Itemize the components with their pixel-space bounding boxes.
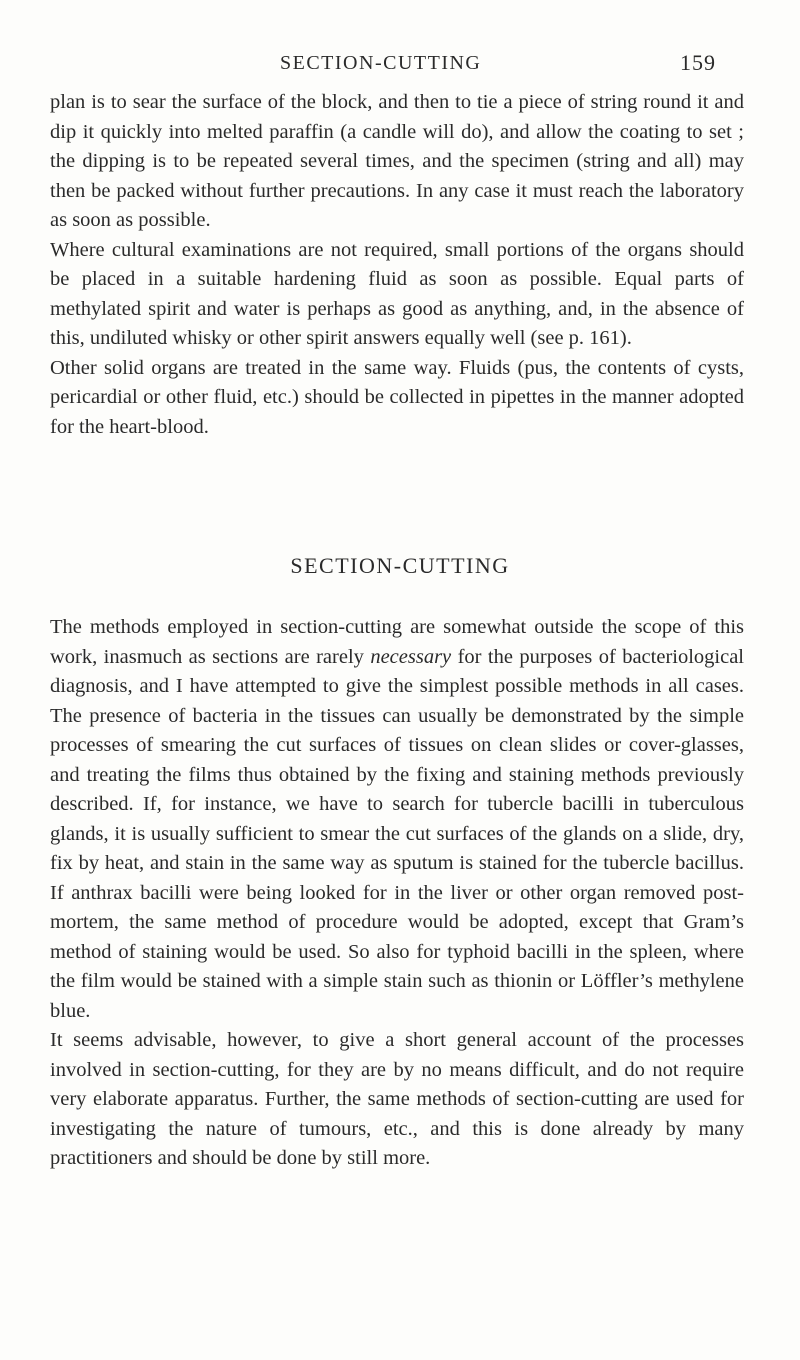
paragraph: Other solid organs are treated in the same way. Fluids (pus, the contents of cysts, pericardial or other fluid, etc.) should be collected in pipettes in the manner adopted for the heart-blood. — [50, 356, 744, 438]
emphasis-text: necessary — [370, 645, 452, 668]
paragraph: plan is to sear the surface of the block, and then to tie a piece of string round it and dip it quickly into melted paraffin (a candle will do), and allow the coating to set ; the dipping is to be repeated several times, and the specimen (string and all) may then be packed without further precautions. In any case it must reach the laboratory as soon as possible. — [50, 91, 744, 231]
paragraph — [50, 613, 744, 1026]
paragraph-text: The methods employed in section-cutting are somewhat outside the scope of this work, inasmuch as sections are rarely — [50, 616, 744, 668]
paragraph-text: for the purposes of bacteriological diagnosis, and I have attempted to give the simplest possible methods in all cases. The presence of bacteria in the tissues can usually be demonstrated by the simple processes of smearing the cut surfaces of tissues on clean slides or cover-glasses, and treating the films thus obtained by the fixing and staining methods previously described. If, for instance, we have to search for tubercle bacilli in tuberculous glands, it is usually sufficient to smear the cut surfaces of the glands on a slide, dry, fix by heat, and stain in the same way as sputum is stained for the tubercle bacillus. If anthrax bacilli were being looked for in the liver or other organ removed post-mortem, the same method of procedure would be adopted, except that Gram’s method of staining would be used. So also for typhoid bacilli in the spleen, where the film would be stained with a simple stain such as thionin or Löffler’s methylene blue. — [50, 645, 744, 1022]
paragraph: Where cultural examinations are not required, small portions of the organs should be placed in a suitable hardening fluid as soon as possible. Equal parts of methylated spirit and water is perhaps as good as anything, and, in the absence of this, undiluted whisky or other spirit answers equally well (see p. 161). — [50, 238, 744, 349]
text-block-section — [50, 613, 744, 1174]
section-heading: SECTION-CUTTING — [290, 553, 510, 578]
page-number: 159 — [680, 50, 716, 75]
running-head: SECTION-CUTTING — [280, 52, 482, 74]
paragraph: It seems advisable, however, to give a short general account of the processes involved in section-cutting, for they are by no means difficult, and do not require very elaborate apparatus. Further, the same methods of section-cutting are used for investigating the nature of tumours, etc., and this is done already by many practitioners and should be done by still more. — [50, 1029, 744, 1169]
text-block-preceding — [50, 88, 744, 442]
